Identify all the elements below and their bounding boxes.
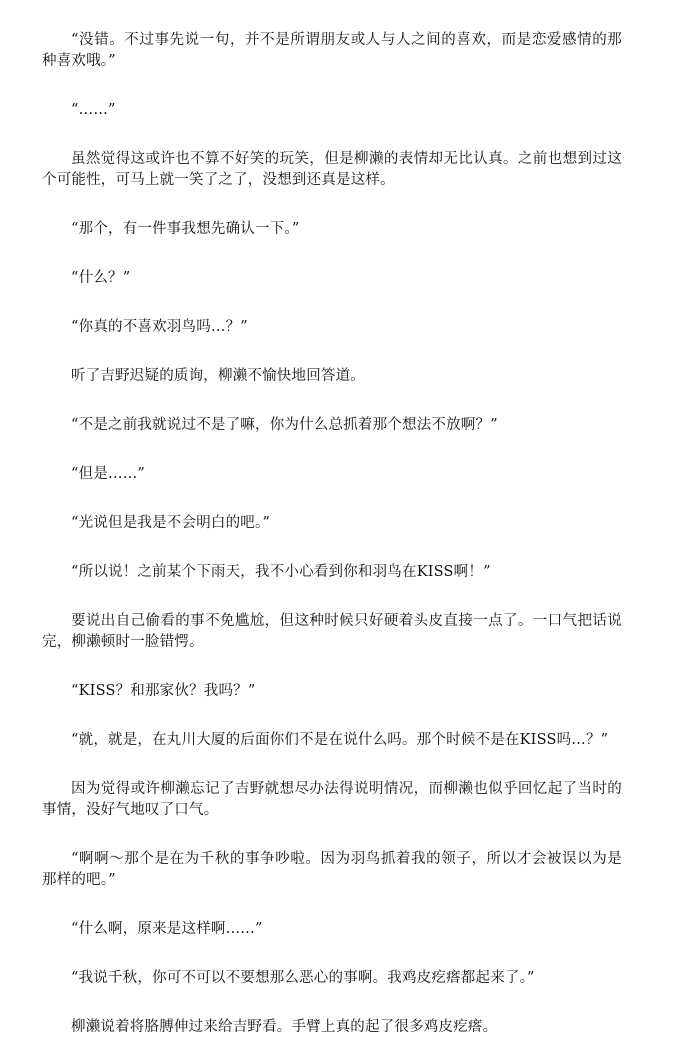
- paragraph: 要说出自己偷看的事不免尴尬，但这种时候只好硬着头皮直接一点了。一口气把话说完，柳濑顿时一脸错愕。: [42, 613, 622, 650]
- paragraph: 听了吉野迟疑的质询，柳濑不愉快地回答道。: [71, 368, 365, 384]
- paragraph: “什么啊，原来是这样啊……”: [71, 921, 263, 937]
- paragraph: “光说但是我是不会明白的吧。”: [71, 515, 271, 531]
- paragraph: 柳濑说着将胳膊伸过来给吉野看。手臂上真的起了很多鸡皮疙瘩。: [71, 1019, 498, 1035]
- paragraph: “不是之前我就说过不是了嘛，你为什么总抓着那个想法不放啊？”: [71, 417, 498, 433]
- paragraph: “你真的不喜欢羽鸟吗…？”: [71, 319, 248, 335]
- paragraph: “就，就是，在丸川大厦的后面你们不是在说什么吗。那个时候不是在KISS吗…？”: [71, 732, 609, 748]
- paragraph: “……”: [71, 102, 116, 118]
- paragraph: “但是……”: [71, 466, 146, 482]
- paragraph: 虽然觉得这或许也不算不好笑的玩笑，但是柳濑的表情却无比认真。之前也想到过这个可能性，可马上就一笑了之了，没想到还真是这样。: [42, 151, 622, 188]
- paragraph: “没错。不过事先说一句，并不是所谓朋友或人与人之间的喜欢，而是恋爱感情的那种喜欢哦。”: [42, 32, 622, 69]
- paragraph: “那个，有一件事我想先确认一下。”: [71, 221, 300, 237]
- paragraph: “什么？”: [71, 270, 131, 286]
- paragraph: “我说千秋，你可不可以不要想那么恶心的事啊。我鸡皮疙瘩都起来了。”: [71, 970, 535, 986]
- paragraph: “所以说！之前某个下雨天，我不小心看到你和羽鸟在KISS啊！”: [71, 564, 491, 580]
- paragraph: “啊啊～那个是在为千秋的事争吵啦。因为羽鸟抓着我的领子，所以才会被误以为是那样的吧。”: [42, 851, 622, 888]
- paragraph: 因为觉得或许柳濑忘记了吉野就想尽办法得说明情况，而柳濑也似乎回忆起了当时的事情，没好气地叹了口气。: [42, 781, 622, 818]
- paragraph: “KISS？和那家伙？我吗？”: [71, 683, 256, 699]
